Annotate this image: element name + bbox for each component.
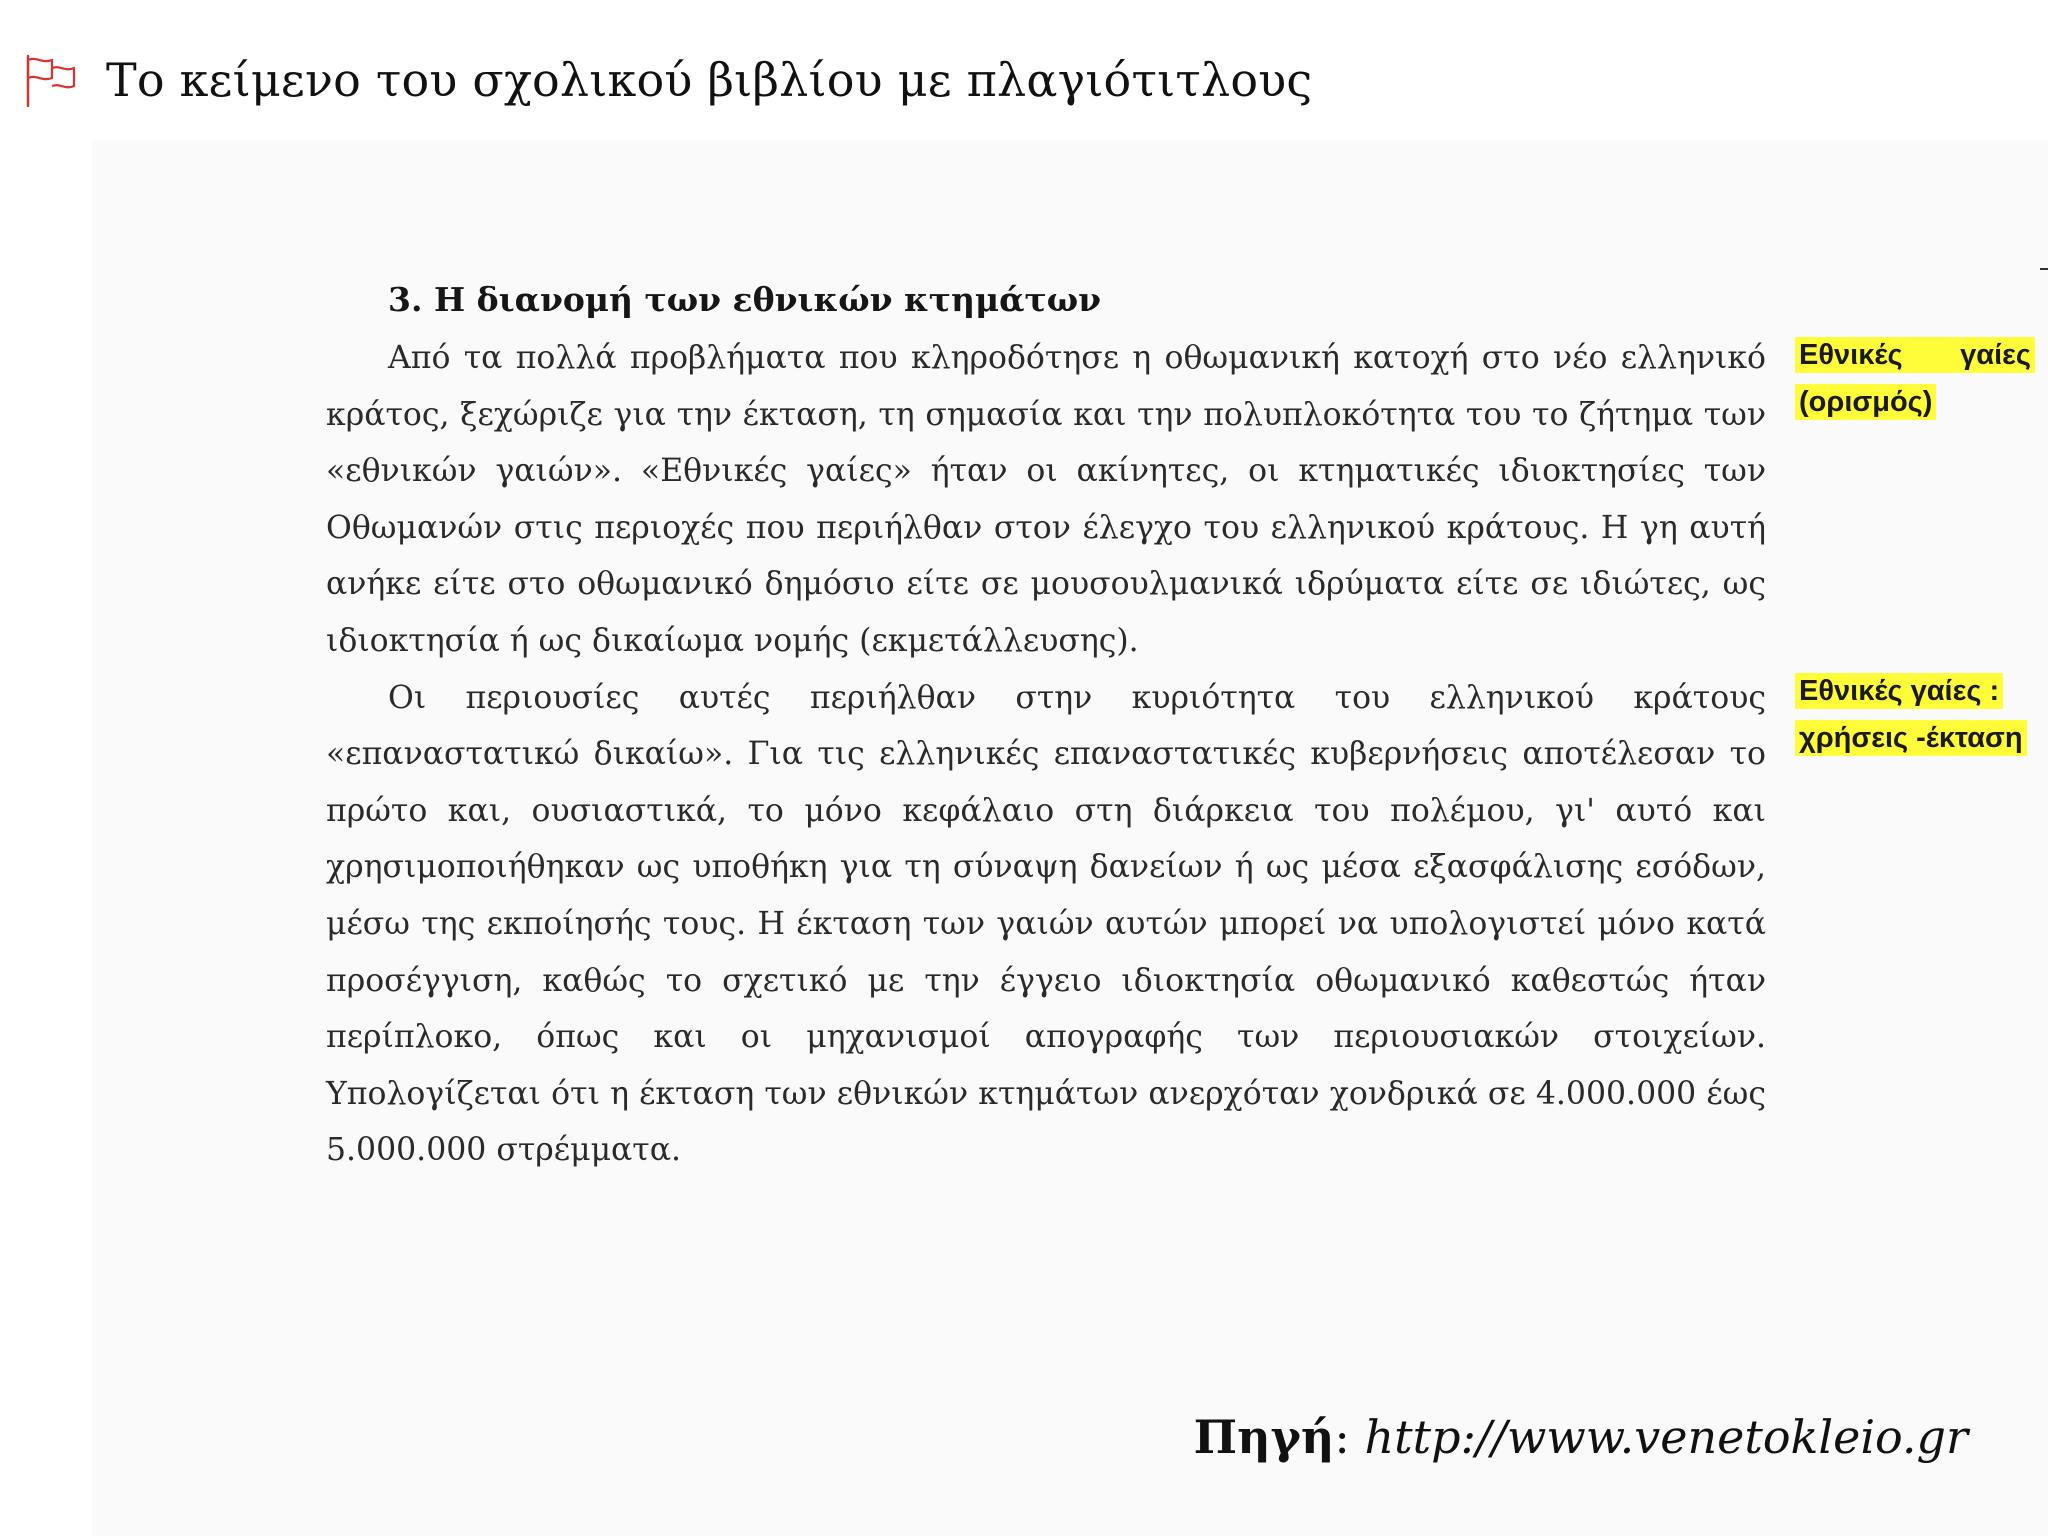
source-link[interactable]: http://www.venetokleio.gr <box>1364 1410 1968 1464</box>
margin-note-line <box>1795 379 2035 426</box>
slide-title <box>22 50 1312 110</box>
highlight: Εθνικές γαίες : <box>1795 673 2003 709</box>
paragraph-1: Από τα πολλά προβλήματα που κληροδότησε η οθωμανική κατοχή στο νέο ελληνικό κράτος, ξεχώριζε για την έκταση, τη σημασία και την πολυπλοκότητα του το ζήτημα των «εθνικών γαιών». «Εθνικές γαίες» ήταν οι ακίνητες, οι κτηματικές ιδιοκτησίες των Οθωμανών στις περιοχές που περιήλθαν στον έλεγχο του ελληνικού κράτους. Η γη αυτή ανήκε είτε στο οθωμανικό δημόσιο είτε σε μουσουλμανικά ιδρύματα είτε σε ιδιώτες, ως ιδιοκτησία ή ως δικαίωμα νομής (εκμετάλλευσης). <box>326 340 1766 659</box>
margin-note-line <box>1795 668 2035 715</box>
highlight: χρήσεις -έκταση <box>1795 720 2027 756</box>
paragraph-2: Οι περιουσίες αυτές περιήλθαν στην κυριότητα του ελληνικού κράτους «επαναστατικώ δικαίω». Για τις ελληνικές επαναστατικές κυβερνήσεις αποτέλεσαν το πρώτο και, ουσιαστικά, το μόνο κεφάλαιο στη διάρκεια του πολέμου, γι' αυτό και χρησιμοποιήθηκαν ως υποθήκη για τη σύναψη δανείων ή ως μέσα εξασφάλισης εσόδων, μέσω της εκποίησής τους. Η έκταση των γαιών αυτών μπορεί να υπολογιστεί μόνο κατά προσέγγιση, καθώς το σχετικό με την έγγειο ιδιοκτησία οθωμανικό καθεστώς ήταν περίπλοκο, όπως και οι μηχανισμοί απογραφής των περιουσιακών στοιχείων. Υπολογίζεται ότι η έκταση των εθνικών κτημάτων ανερχόταν χονδρικά σε 4.000.000 έως 5.000.000 στρέμματα. <box>326 679 1766 1169</box>
flag-icon <box>22 52 78 108</box>
source-label: Πηγή <box>1193 1410 1335 1464</box>
slide-title-text: Το κείμενο του σχολικού βιβλίου με πλαγιότιτλους <box>106 53 1313 107</box>
margin-note-uses <box>1795 668 2035 762</box>
margin-note-line <box>1795 715 2035 762</box>
scan-edge-mark <box>2040 268 2048 270</box>
source-credit <box>1194 1410 1968 1464</box>
highlight: (ορισμός) <box>1795 384 1936 420</box>
source-separator: : <box>1334 1410 1365 1464</box>
highlight: Εθνικές γαίες <box>1795 337 2035 373</box>
margin-note-definition <box>1795 332 2035 426</box>
section-heading: 3. Η διανομή των εθνικών κτημάτων <box>388 280 1102 319</box>
scanned-page <box>92 140 2048 1536</box>
margin-note-line <box>1795 332 2035 379</box>
body-text <box>326 330 1766 1179</box>
